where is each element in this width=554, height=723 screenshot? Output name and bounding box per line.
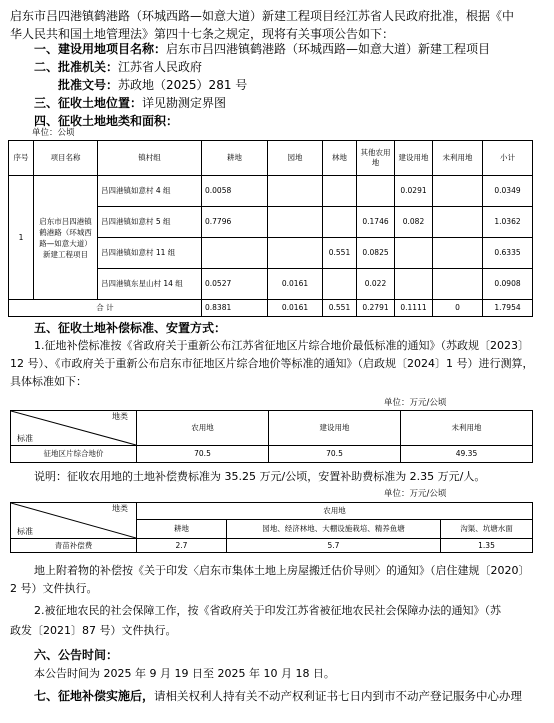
col-agri: 农用地: [137, 411, 269, 446]
section-1: [34, 41, 490, 57]
social-security-line-1: 2.被征地农民的社会保障工作，按《省政府关于印发江苏省被征地农民社会保障办法的通知》（苏: [34, 604, 501, 617]
cell: 0.6335: [483, 238, 533, 269]
section-3: [34, 95, 226, 111]
comp-table-unit: 单位：万元/公顷: [384, 398, 447, 408]
cell: 1.0362: [483, 207, 533, 238]
cell: [357, 176, 395, 207]
cell: [433, 176, 483, 207]
cell: [433, 269, 483, 300]
cell: [395, 269, 433, 300]
cell: 0.7796: [202, 207, 268, 238]
village-cell: 吕四港镇如意村 11 组: [98, 238, 202, 269]
col-forest: 林地: [323, 141, 357, 176]
comp-diag-top: 地类: [112, 412, 128, 421]
col-group-agri: 农用地: [137, 503, 533, 520]
land-table-unit: 单位：公顷: [32, 128, 75, 138]
section-7: [34, 688, 522, 704]
crop-table-header-row-1: [11, 503, 533, 520]
cell: 0.8381: [202, 300, 268, 317]
total-label: 合 计: [9, 300, 202, 317]
section-3-value: 详见勘测定界图: [142, 96, 227, 110]
section-6-label: 六、公告时间：: [34, 648, 119, 662]
cell: [323, 269, 357, 300]
comp-standard-line-2: 12 号）、《市政府关于重新公布启东市征地区片综合地价等标准的通知》（启政规〔2024〕1 号）进行测算，: [10, 357, 534, 370]
col-project: 项目名称: [34, 141, 98, 176]
col-village: 镇村组: [98, 141, 202, 176]
cell: 0.551: [323, 300, 357, 317]
comp-standard-line-3: 具体标准如下：: [10, 375, 87, 388]
cell: 0.0908: [483, 269, 533, 300]
cell: [268, 176, 323, 207]
cell: 70.5: [137, 446, 269, 463]
village-cell: 吕四港镇如意村 5 组: [98, 207, 202, 238]
cell: [433, 238, 483, 269]
cell: 0.1746: [357, 207, 395, 238]
col-construction: 建设用地: [269, 411, 401, 446]
attachment-line-1: 地上附着物的补偿按《关于印发〈启东市集体土地上房屋搬迁估价导则〉的通知》（启住建规〔2020〕: [34, 564, 530, 577]
crop-diag-top: 地类: [112, 504, 128, 513]
col-cultivated: 耕地: [137, 520, 227, 539]
col-seq: 序号: [9, 141, 34, 176]
col-ditch-pond: 沟渠、坑塘水面: [441, 520, 533, 539]
project-name-cell: 启东市吕四港镇鹤港路（环城西路—如意大道）新建工程项目: [34, 176, 98, 300]
compensation-table: [10, 410, 533, 463]
cell: 1.7954: [483, 300, 533, 317]
section-3-label: 三、征收土地位置：: [34, 96, 143, 110]
crop-row-label: 青苗补偿费: [11, 539, 137, 553]
cell: 5.7: [227, 539, 441, 553]
comp-diag-header: [11, 411, 137, 446]
approval-number-value: 苏政地（2025）281 号: [118, 78, 248, 92]
col-cultivated: 耕地: [202, 141, 268, 176]
cell: 0.0527: [202, 269, 268, 300]
col-other-agri: 其他农用地: [357, 141, 395, 176]
col-subtotal: 小计: [483, 141, 533, 176]
row-seq: 1: [9, 176, 34, 300]
section-7-text: 请相关权利人持有关不动产权利证书七日内到市不动产登记服务中心办理: [154, 689, 523, 703]
comp-table-header-row: [11, 411, 533, 446]
cell: [268, 238, 323, 269]
crop-table-unit: 单位：万元/公顷: [384, 489, 447, 499]
cell: [323, 207, 357, 238]
announcement-period: 本公告时间为 2025 年 9 月 19 日至 2025 年 10 月 18 日。: [34, 667, 335, 680]
section-1-value: 启东市吕四港镇鹤港路（环城西路—如意大道）新建工程项目: [166, 42, 491, 56]
cell: 0.082: [395, 207, 433, 238]
cell: 0: [433, 300, 483, 317]
social-security-line-2: 政发〔2021〕87 号）文件执行。: [10, 624, 177, 637]
cell: 0.022: [357, 269, 395, 300]
cell: 70.5: [269, 446, 401, 463]
cell: [395, 238, 433, 269]
intro-line-1: 启东市吕四港镇鹤港路（环城西路—如意大道）新建工程项目经江苏省人民政府批准，根据《中: [10, 9, 515, 23]
cell: 0.1111: [395, 300, 433, 317]
cell: 0.551: [323, 238, 357, 269]
table-row: [9, 176, 533, 207]
cell: [323, 176, 357, 207]
approval-number: [58, 77, 247, 93]
section-4-label: 四、征收土地地类和面积：: [34, 114, 179, 128]
cell: 1.35: [441, 539, 533, 553]
col-unused: 未利用地: [433, 141, 483, 176]
comp-diag-bottom: 标准: [17, 434, 33, 443]
col-garden: 园地: [268, 141, 323, 176]
cell: 0.0058: [202, 176, 268, 207]
cell: 2.7: [137, 539, 227, 553]
col-construction: 建设用地: [395, 141, 433, 176]
comp-standard-line-1: 1.征地补偿标准按《省政府关于重新公布江苏省征地区片综合地价最低标准的通知》（苏政规〔2023〕: [34, 339, 529, 352]
cell: 49.35: [401, 446, 533, 463]
section-7-label: 七、征地补偿实施后，: [34, 689, 155, 703]
land-area-table: [8, 140, 533, 317]
land-table-header-row: [9, 141, 533, 176]
crop-compensation-table: [10, 502, 533, 553]
section-2-value: 江苏省人民政府: [118, 60, 203, 74]
attachment-line-2: 2 号）文件执行。: [10, 582, 98, 595]
comp-row-label: 征地区片综合地价: [11, 446, 137, 463]
cell: 0.2791: [357, 300, 395, 317]
village-cell: 吕四港镇如意村 4 组: [98, 176, 202, 207]
explanation-note: 说明：征收农用地的土地补偿费标准为 35.25 万元/公顷，安置补助费标准为 2.35 万元/人。: [34, 470, 486, 483]
section-1-label: 一、建设用地项目名称：: [34, 42, 167, 56]
intro-line-2: 华人民共和国土地管理法》第四十七条之规定，现将有关事项公告如下：: [10, 27, 395, 41]
cell: [202, 238, 268, 269]
cell: [268, 207, 323, 238]
section-5-label: 五、征收土地补偿标准、安置方式：: [34, 321, 227, 335]
col-unused: 未利用地: [401, 411, 533, 446]
village-cell: 吕四港镇东星山村 14 组: [98, 269, 202, 300]
cell: [433, 207, 483, 238]
cell: 0.0161: [268, 269, 323, 300]
section-2: [34, 59, 202, 75]
table-row: [11, 539, 533, 553]
cell: 0.0825: [357, 238, 395, 269]
crop-diag-header: [11, 503, 137, 539]
section-2-label: 二、批准机关：: [34, 60, 119, 74]
cell: 0.0161: [268, 300, 323, 317]
approval-number-label: 批准文号：: [58, 78, 119, 92]
col-garden-forest: 园地、经济林地、大棚设施栽培、精养鱼塘: [227, 520, 441, 539]
table-row: [11, 446, 533, 463]
crop-diag-bottom: 标准: [17, 527, 33, 536]
cell: 0.0349: [483, 176, 533, 207]
cell: 0.0291: [395, 176, 433, 207]
table-total-row: [9, 300, 533, 317]
